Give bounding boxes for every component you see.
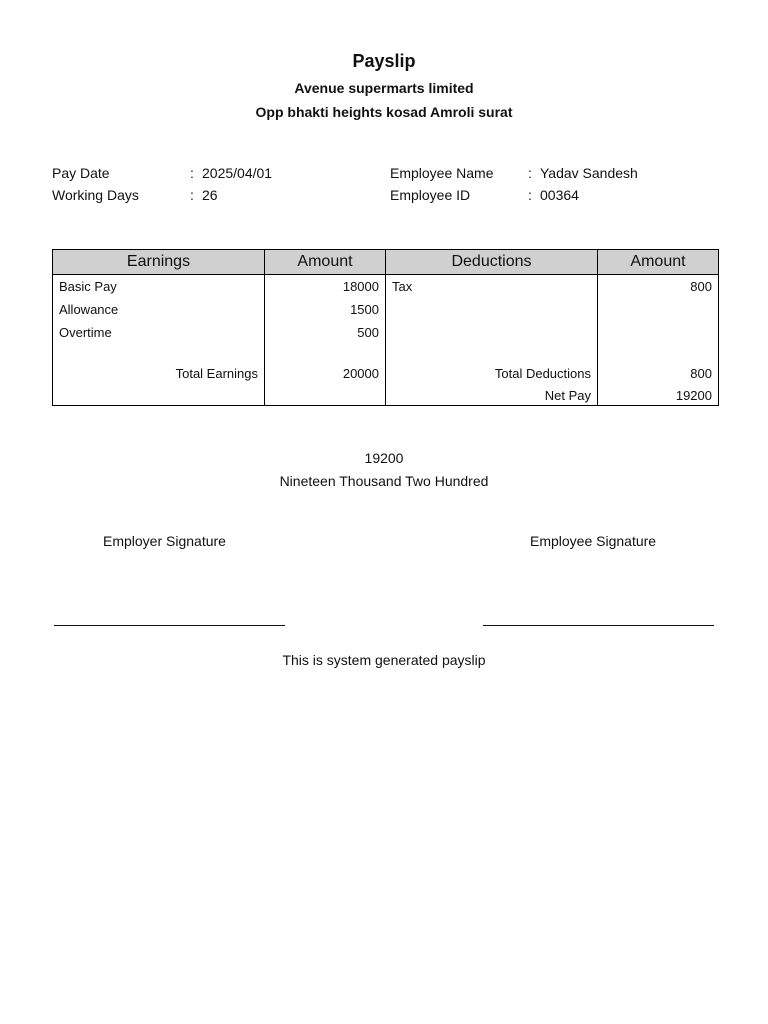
earning-label: Basic Pay: [53, 275, 265, 299]
net-pay-label: Net Pay: [386, 385, 598, 406]
employer-signature-line: [54, 625, 285, 626]
footer-note: This is system generated payslip: [282, 652, 486, 668]
pay-date-value: 2025/04/01: [202, 165, 273, 181]
earning-label: Allowance: [53, 298, 265, 321]
employee-id-row: [390, 185, 720, 205]
employee-name-label: Employee Name: [390, 165, 494, 181]
employer-signature-label: Employer Signature: [103, 533, 226, 549]
working-days-separator: :: [190, 187, 194, 203]
working-days-value: 26: [202, 187, 218, 203]
deduction-label: Tax: [386, 275, 598, 299]
empty-cell: [386, 321, 598, 344]
employee-signature-label: Employee Signature: [530, 533, 657, 549]
net-pay-value: 19200: [598, 385, 719, 406]
net-pay-row: [53, 385, 719, 406]
table-row: [53, 275, 719, 299]
table-spacer-row: [53, 344, 719, 362]
employee-signature-line: [483, 625, 714, 626]
earning-amount: 18000: [265, 275, 386, 299]
earning-amount: 500: [265, 321, 386, 344]
deductions-header: Deductions: [386, 250, 598, 275]
earnings-header: Earnings: [53, 250, 265, 275]
net-pay-amount: 19200: [364, 450, 404, 466]
employee-name-value: Yadav Sandesh: [540, 165, 638, 181]
page-title: Payslip: [352, 51, 416, 71]
earnings-amount-header: Amount: [265, 250, 386, 275]
totals-row: [53, 362, 719, 385]
table-row: [53, 298, 719, 321]
company-address: Opp bhakti heights kosad Amroli surat: [255, 104, 513, 120]
total-deductions-label: Total Deductions: [386, 362, 598, 385]
employee-id-label: Employee ID: [390, 187, 471, 203]
total-earnings-value: 20000: [265, 362, 386, 385]
pay-date-row: [52, 163, 372, 183]
employee-name-separator: :: [528, 165, 532, 181]
company-name: Avenue supermarts limited: [294, 80, 474, 96]
empty-cell: [598, 298, 719, 321]
deductions-amount-header: Amount: [598, 250, 719, 275]
employee-id-value: 00364: [540, 187, 579, 203]
employee-id-separator: :: [528, 187, 532, 203]
earnings-deductions-table: [52, 249, 719, 406]
table-header-row: [53, 250, 719, 275]
pay-date-label: Pay Date: [52, 165, 110, 181]
table-row: [53, 321, 719, 344]
total-deductions-value: 800: [598, 362, 719, 385]
employee-name-row: [390, 163, 720, 183]
earning-label: Overtime: [53, 321, 265, 344]
empty-cell: [386, 298, 598, 321]
deduction-amount: 800: [598, 275, 719, 299]
net-pay-in-words: Nineteen Thousand Two Hundred: [279, 473, 489, 489]
empty-cell: [598, 321, 719, 344]
total-earnings-label: Total Earnings: [53, 362, 265, 385]
working-days-row: [52, 185, 372, 205]
earning-amount: 1500: [265, 298, 386, 321]
working-days-label: Working Days: [52, 187, 139, 203]
pay-date-separator: :: [190, 165, 194, 181]
